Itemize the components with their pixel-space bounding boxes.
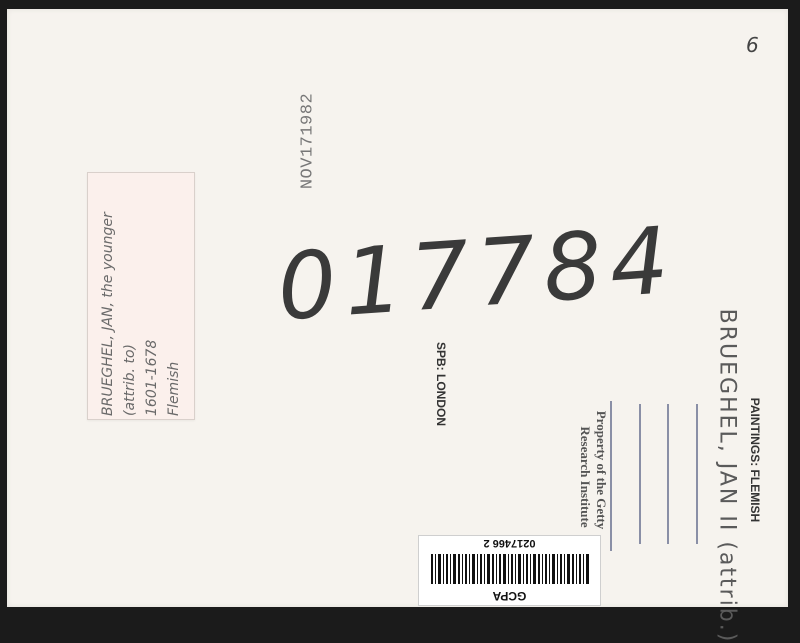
photo-number-text: 017784 bbox=[274, 206, 680, 342]
ref-line-1 bbox=[610, 401, 612, 551]
page-number: 6 bbox=[746, 33, 759, 57]
barcode-number: 0217466 2 bbox=[483, 537, 536, 549]
label-line-artist: BRUEGHEL, JAN, the younger bbox=[100, 212, 116, 416]
date-stamp-text: NOV171982 bbox=[298, 92, 318, 190]
date-stamp bbox=[299, 76, 317, 206]
property-stamp-line2: Research Institute bbox=[578, 426, 593, 528]
photo-back bbox=[7, 9, 788, 643]
barcode-code: GCPA bbox=[492, 589, 527, 603]
pasted-label bbox=[87, 172, 195, 420]
barcode-label bbox=[418, 535, 601, 606]
label-line-dates: 1601-1678 bbox=[144, 339, 160, 416]
label-line-school: Flemish bbox=[166, 361, 182, 416]
artist-handwritten: BRUEGHEL, JAN II (attrib.) bbox=[714, 308, 740, 643]
photo-number bbox=[274, 206, 680, 342]
classification-stamp: PAINTINGS: FLEMISH bbox=[748, 397, 762, 523]
label-line-attribution: (attrib. to) bbox=[122, 344, 138, 416]
sale-stamp: SPB: LONDON bbox=[434, 342, 448, 426]
ref-line-2 bbox=[639, 404, 641, 544]
ref-line-3 bbox=[667, 404, 669, 544]
ref-line-4 bbox=[696, 404, 698, 544]
property-stamp-line1: Property of the Getty bbox=[594, 410, 609, 530]
barcode-bars bbox=[431, 554, 589, 584]
